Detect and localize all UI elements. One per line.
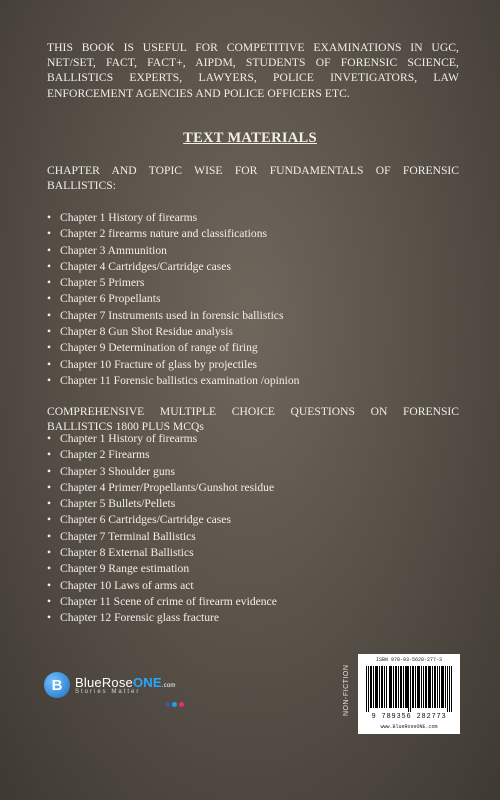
publisher-logo-icon: B [44, 672, 70, 698]
bullet-icon: • [47, 448, 52, 462]
list-item: • Chapter 12 Forensic glass fracture [47, 610, 277, 626]
mcq-list [47, 431, 277, 627]
barcode [358, 654, 460, 734]
bullet-icon: • [47, 243, 52, 257]
list-item: • Chapter 3 Ammunition [47, 243, 299, 259]
list-item: • Chapter 2 firearms nature and classifications [47, 226, 299, 242]
facebook-icon [165, 702, 170, 707]
text-materials-heading: CHAPTER AND TOPIC WISE FOR FUNDAMENTALS OF FORENSIC BALLISTICS: [47, 164, 459, 193]
list-item: • Chapter 7 Instruments used in forensic ballistics [47, 308, 299, 324]
list-item: • Chapter 11 Forensic ballistics examination /opinion [47, 373, 299, 389]
bullet-icon: • [47, 546, 52, 560]
list-item: • Chapter 8 External Ballistics [47, 545, 277, 561]
bullet-icon: • [47, 464, 52, 478]
bullet-icon: • [47, 211, 52, 224]
bullet-icon: • [47, 292, 52, 306]
bullet-icon: • [47, 308, 52, 322]
list-item: • Chapter 7 Terminal Ballistics [47, 529, 277, 545]
list-item: • Chapter 9 Range estimation [47, 561, 277, 577]
bullet-icon: • [47, 562, 52, 576]
publisher-name: BlueRoseONE.com [75, 675, 176, 690]
bullet-icon: • [47, 432, 52, 445]
list-item: • Chapter 8 Gun Shot Residue analysis [47, 324, 299, 340]
bullet-icon: • [47, 594, 52, 608]
bullet-icon: • [47, 276, 52, 290]
list-item: • Chapter 6 Propellants [47, 291, 299, 307]
bullet-icon: • [47, 480, 52, 494]
publisher-tagline: Stories Matter [75, 689, 141, 695]
list-item: • Chapter 4 Cartridges/Cartridge cases [47, 259, 299, 275]
bullet-icon: • [47, 611, 52, 625]
bullet-icon: • [47, 578, 52, 592]
text-materials-list [47, 210, 299, 389]
publisher-logo [44, 672, 176, 698]
bullet-icon: • [47, 341, 52, 355]
list-item: • Chapter 5 Primers [47, 275, 299, 291]
intro-paragraph: THIS BOOK IS USEFUL FOR COMPETITIVE EXAMINATIONS IN UGC, NET/SET, FACT, FACT+, AIPDM, STUDENTS OF FORENSIC SCIENCE, BALLISTICS EXPERTS, LAWYERS, POLICE INVETIGATORS, LAW ENFORCEMENT AGENCIES AND POLICE OFFICERS ETC. [47, 41, 459, 100]
bullet-icon: • [47, 529, 52, 543]
mcq-heading: COMPREHENSIVE MULTIPLE CHOICE QUESTIONS ON FORENSIC BALLISTICS 1800 PLUS MCQs [47, 405, 459, 434]
bullet-icon: • [47, 513, 52, 527]
list-item: • Chapter 6 Cartridges/Cartridge cases [47, 512, 277, 528]
bullet-icon: • [47, 325, 52, 339]
instagram-icon [179, 702, 184, 707]
twitter-icon [172, 702, 177, 707]
section-title: TEXT MATERIALS [183, 130, 317, 146]
list-item: • Chapter 1 History of firearms [47, 210, 299, 226]
social-icons [165, 702, 184, 707]
list-item: • Chapter 10 Laws of arms act [47, 578, 277, 594]
list-item: • Chapter 10 Fracture of glass by projectiles [47, 357, 299, 373]
bullet-icon: • [47, 373, 52, 387]
isbn-number: 9 789356 282773 [371, 713, 447, 721]
list-item: • Chapter 3 Shoulder guns [47, 464, 277, 480]
bullet-icon: • [47, 357, 52, 371]
list-item: • Chapter 5 Bullets/Pellets [47, 496, 277, 512]
bullet-icon: • [47, 259, 52, 273]
bullet-icon: • [47, 227, 52, 241]
isbn-label: ISBN 978-93-5628-277-3 [375, 657, 442, 663]
list-item: • Chapter 11 Scene of crime of firearm evidence [47, 594, 277, 610]
genre-label: NON-FICTION [343, 664, 350, 716]
barcode-icon [366, 666, 452, 712]
list-item: • Chapter 4 Primer/Propellants/Gunshot residue [47, 480, 277, 496]
publisher-website: www.BlueRoseONE.com [380, 724, 438, 730]
list-item: • Chapter 1 History of firearms [47, 431, 277, 447]
list-item: • Chapter 2 Firearms [47, 447, 277, 463]
list-item: • Chapter 9 Determination of range of firing [47, 340, 299, 356]
bullet-icon: • [47, 497, 52, 511]
